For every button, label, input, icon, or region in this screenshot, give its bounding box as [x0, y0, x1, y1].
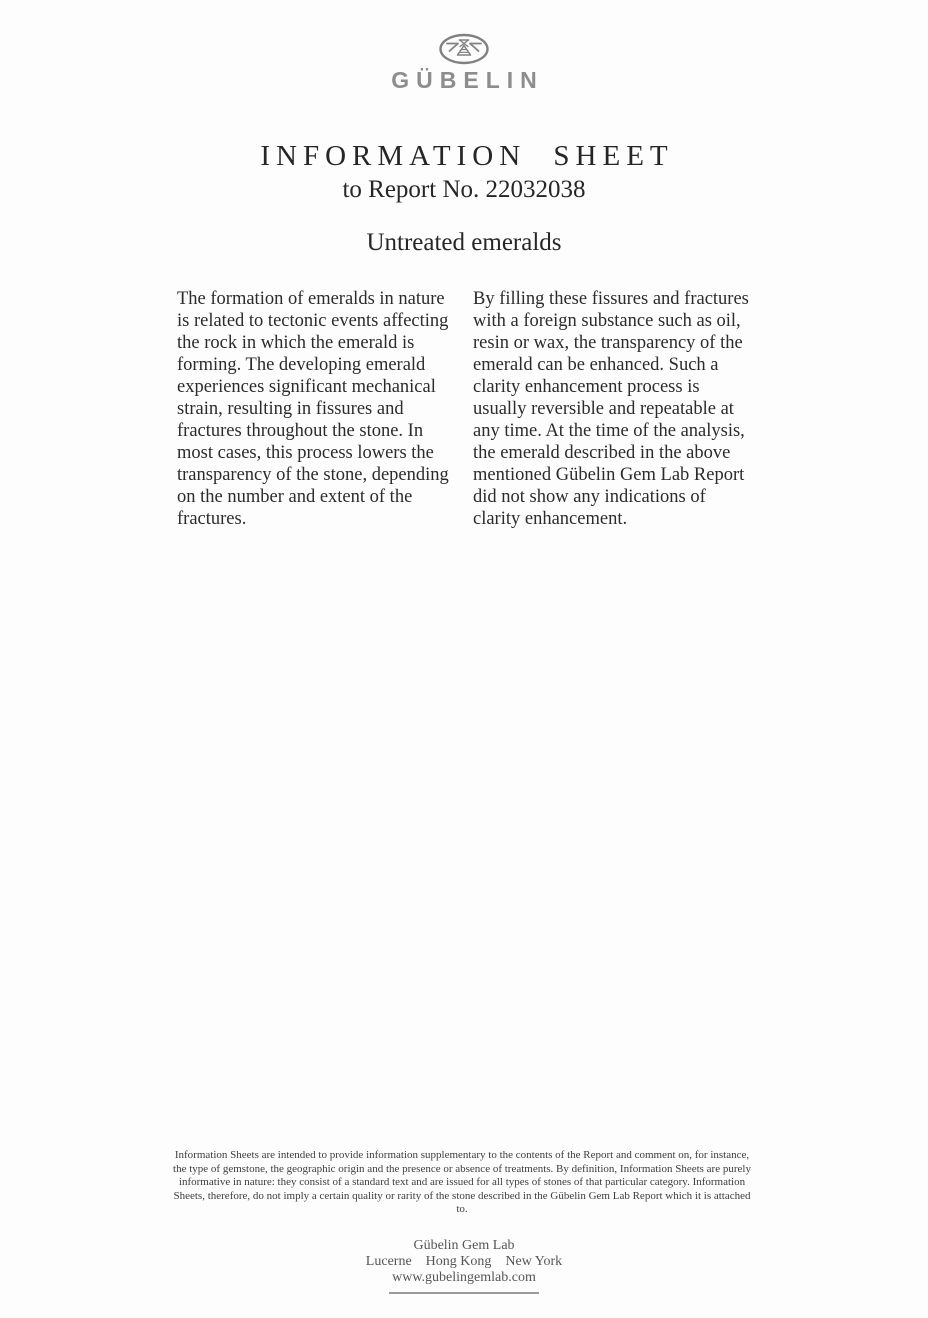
document-title: INFORMATION SHEET [260, 140, 674, 172]
footer-location: New York [505, 1254, 563, 1269]
topic-title: Untreated emeralds [366, 229, 562, 256]
body-text [177, 288, 751, 530]
footer-location: Hong Kong [425, 1254, 492, 1269]
footer-rule [389, 1292, 539, 1294]
body-column-right: By filling these fissures and fractures with a foreign substance such as oil, resin or wax, the transparency of the emerald can be enhanced. Such a clarity enhancement process is usually reversible and repeatable at any time. At the time of the analysis, the emerald described in the above mentioned Gübelin Gem Lab Report did not show any indications of clarity enhancement. [473, 289, 749, 529]
report-reference: to Report No. 22032038 [342, 176, 586, 203]
footnote-text: Information Sheets are intended to provide information supplementary to the contents of the Report and comment on, for instance, the type of gemstone, the geographic origin and the presence or absence of treatments. By definition, Information Sheets are purely informative in nature: they consist of a standard text and are issued for all types of stones of that particular category. Information Sheets, therefore, do not imply a certain quality or rarity of the stone described in the Gübelin Gem Lab Report which it is attached to. [173, 1149, 751, 1215]
footer-website: www.gubelingemlab.com [392, 1270, 536, 1285]
brand-header [0, 32, 928, 94]
footer-lab-name: Gübelin Gem Lab [413, 1238, 515, 1253]
brand-wordmark: GÜBELIN [391, 67, 544, 93]
body-column-left: The formation of emeralds in nature is related to tectonic events affecting the rock in which the emerald is forming. The developing emerald experiences significant mechanical strain, resulting in fissures and fractures throughout the stone. In most cases, this process lowers the transparency of the stone, depending on the number and extent of the fractures. [177, 289, 449, 529]
footer-locations [0, 1254, 928, 1270]
page-footer [0, 1238, 928, 1294]
gubelin-logo-icon [437, 32, 491, 66]
footer-location: Lucerne [365, 1254, 412, 1269]
